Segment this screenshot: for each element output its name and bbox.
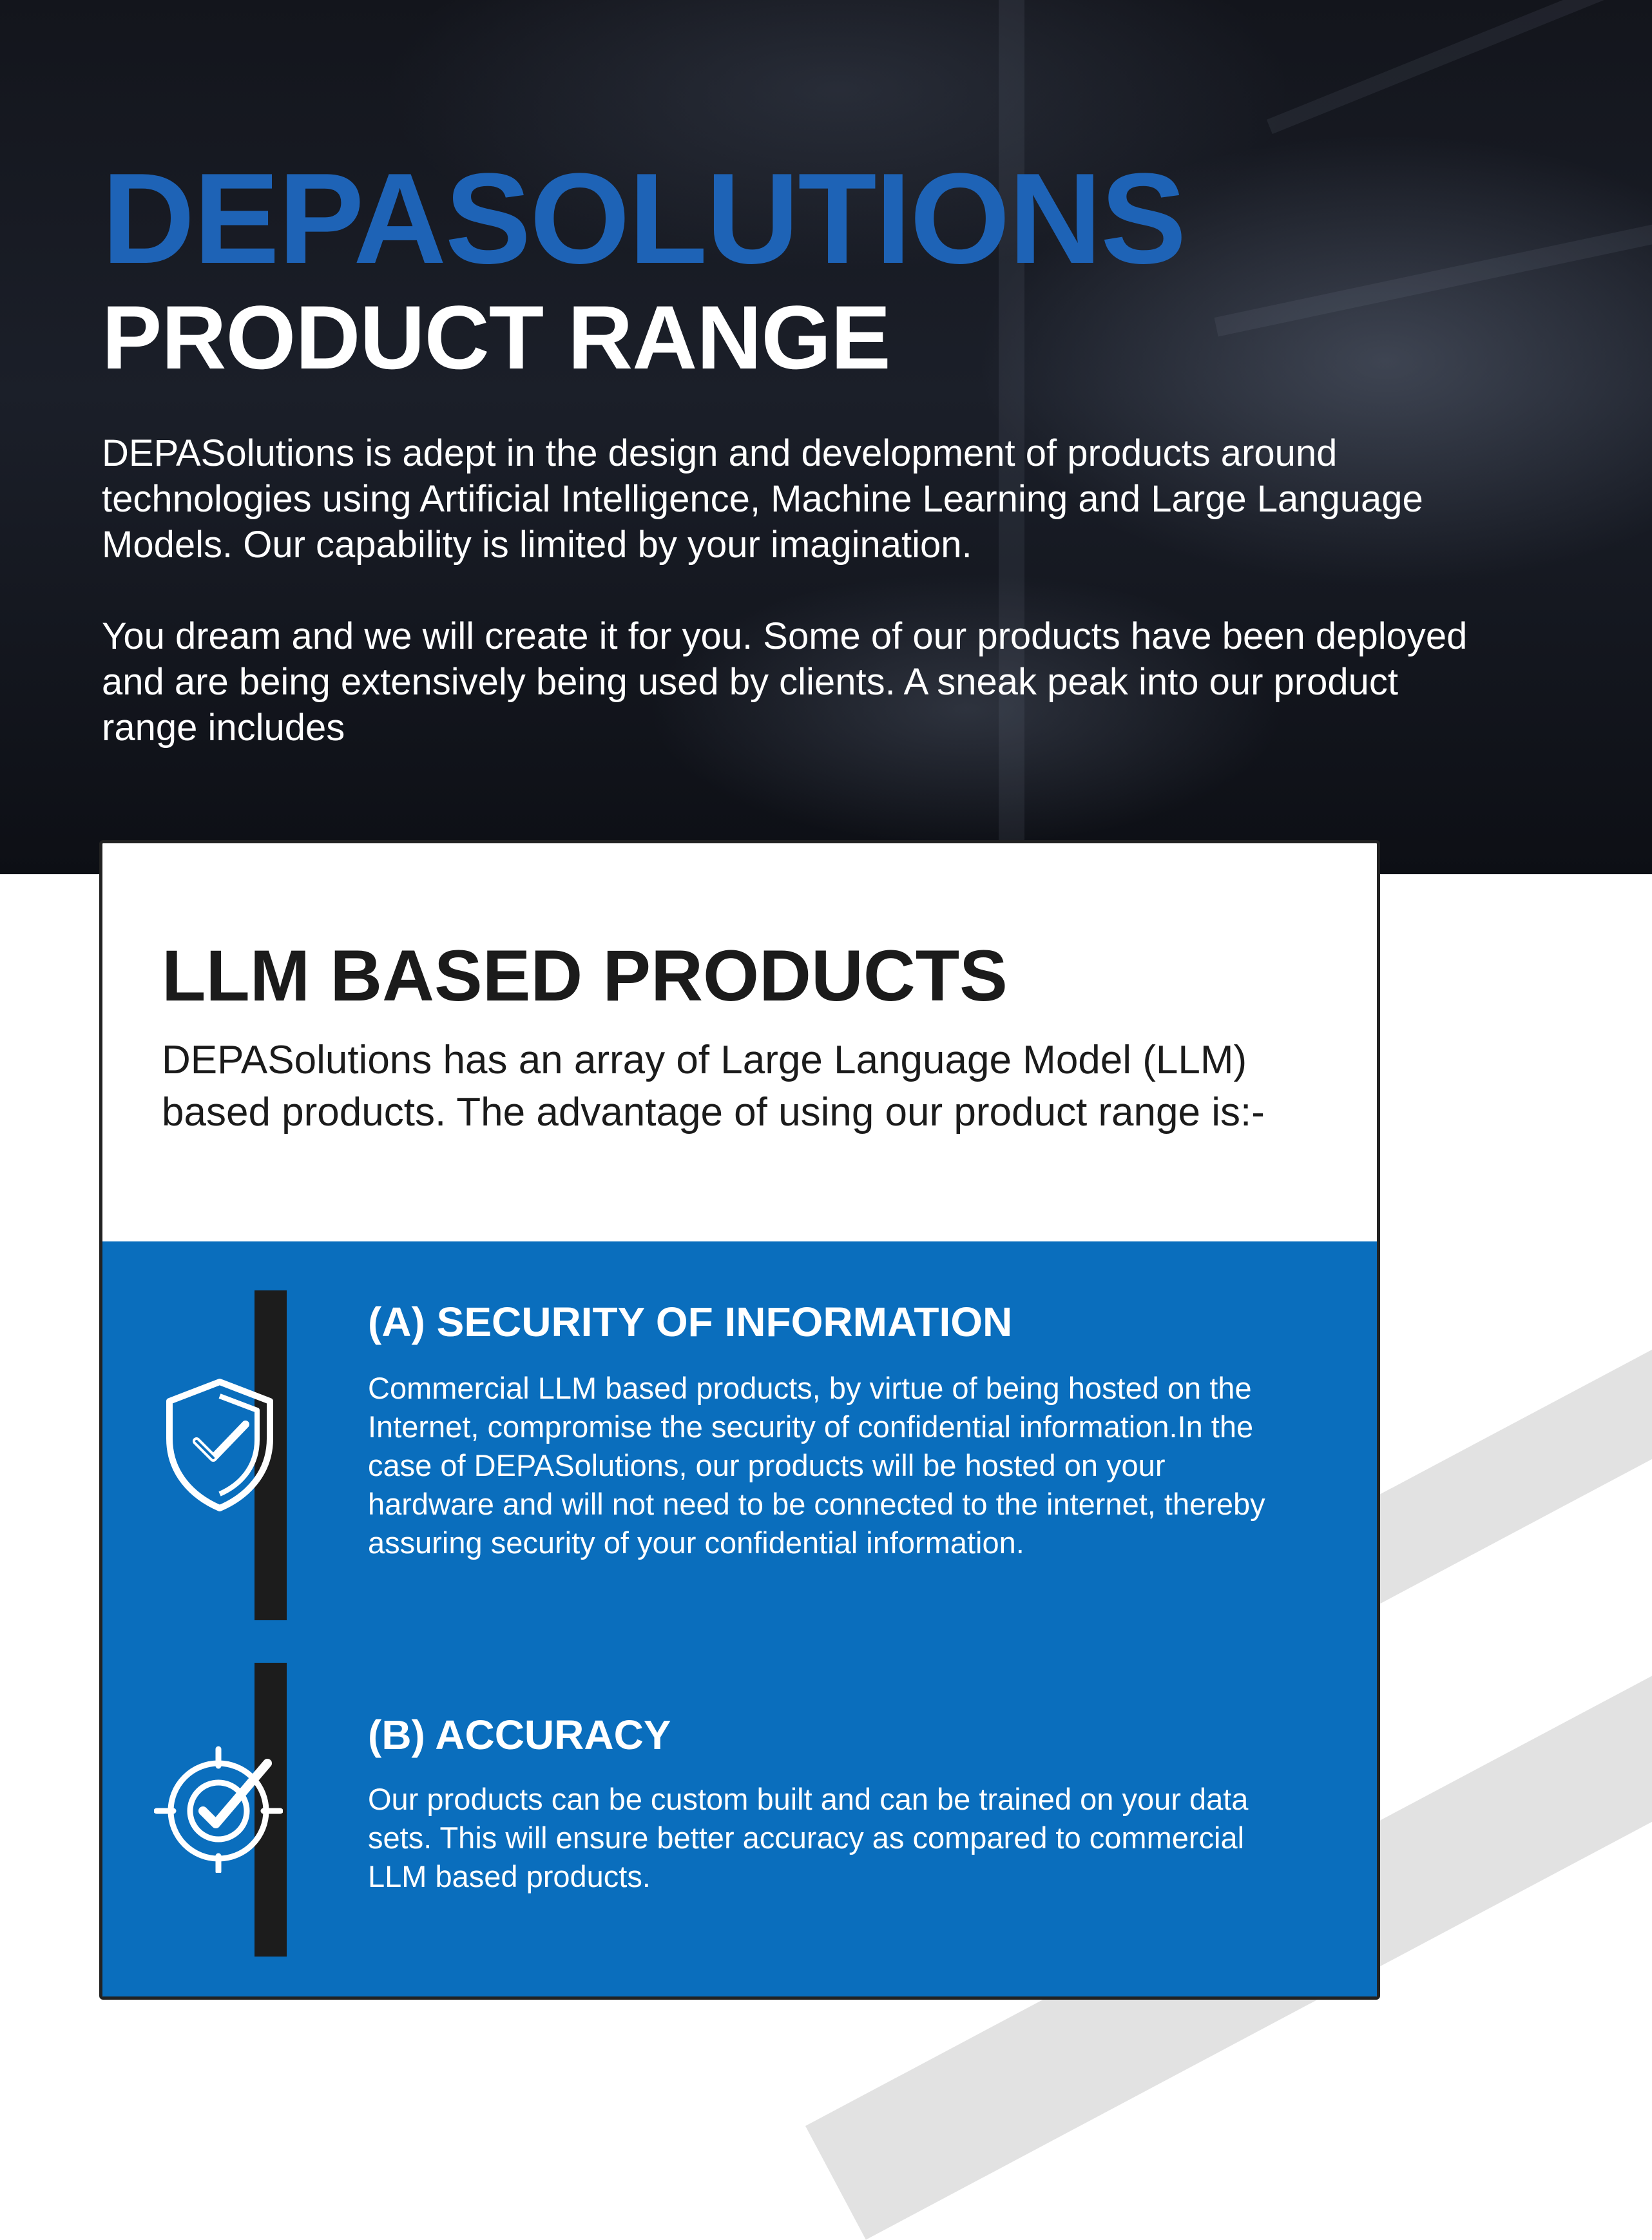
brand-title: DEPASOLUTIONS (102, 147, 1186, 291)
llm-products-card (99, 840, 1380, 2000)
target-check-icon (154, 1744, 283, 1873)
section-body-accuracy: Our products can be custom built and can be trained on your data sets. This will ensure better accuracy as compared to commercial LLM based products. (368, 1782, 1249, 1893)
shield-check-icon (162, 1377, 278, 1512)
advantages-panel (102, 1241, 1377, 2000)
hero-banner (0, 0, 1652, 874)
intro-paragraph: You dream and we will create it for you. Some of our products have been deployed and are being extensively being used by clients. A sneak peak into our product range includes (102, 615, 1468, 749)
card-title: LLM BASED PRODUCTS (162, 935, 1008, 1016)
section-title-accuracy: (B) ACCURACY (368, 1712, 671, 1758)
page-subtitle: PRODUCT RANGE (102, 287, 890, 388)
background-beam (1267, 0, 1607, 134)
intro-paragraph: DEPASolutions is adept in the design and development of products around technologies using Artificial Intelligence, Machine Learning and Large Language Models. Our capability is limited by your imagination. (102, 432, 1423, 566)
section-body-security: Commercial LLM based products, by virtue of being hosted on the Internet, compromise the security of confidential information.In the case of DEPASolutions, our products will be hosted on your hardware and will not need to be connected to the internet, thereby assuring security of your confidential information. (368, 1371, 1265, 1560)
section-title-security: (A) SECURITY OF INFORMATION (368, 1299, 1013, 1345)
background-beam (1215, 224, 1652, 337)
card-intro: DEPASolutions has an array of Large Language Model (LLM) based products. The advantage of using our product range is:- (162, 1038, 1265, 1134)
